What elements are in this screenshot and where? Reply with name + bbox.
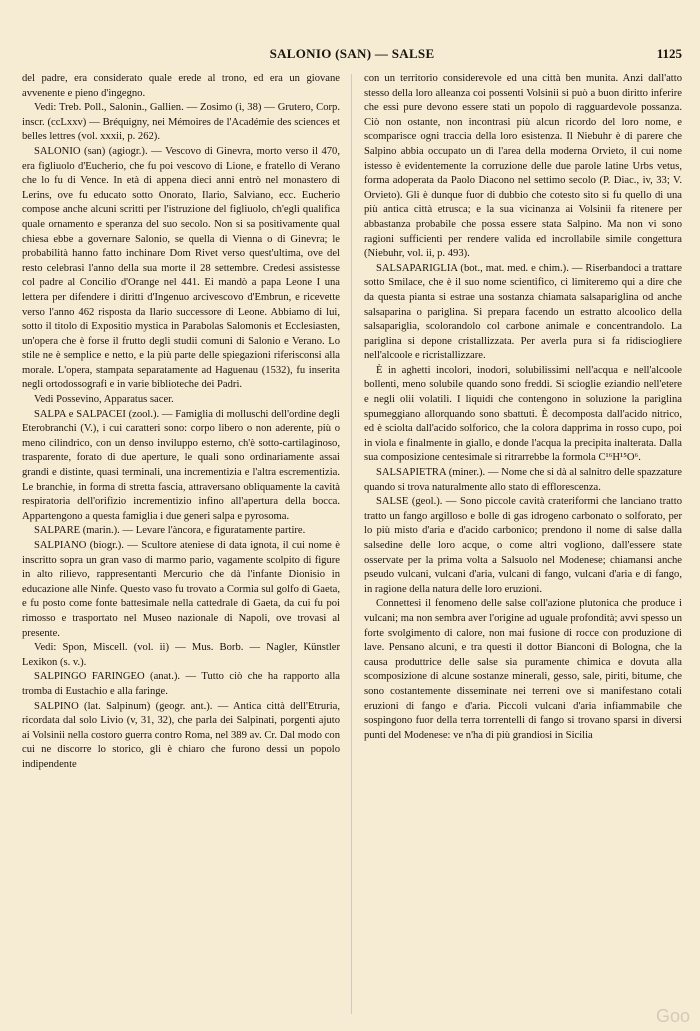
paragraph: del padre, era considerato quale erede al trono, ed era un giovane avvenente e pieno d'ingegno. [22, 73, 340, 99]
watermark: Goo [655, 1006, 690, 1026]
right-column [364, 72, 682, 773]
entry-salpare: SALPARE (marin.). — Levare l'àncora, e figuratamente partire. [34, 525, 306, 537]
entry-salpino: SALPINO (lat. Salpinum) (geogr. ant.). — Antica città dell'Etruria, ricordata dal solo Livio (v, 31, 32), che parla dei Salpinati, porgenti ajuto ai Volsinii nella costoro guerra contro Roma, nel 389 av. Cr. Dal modo con cui ne discorre lo storico, gli è chiaro che furono dessi un popolo indipendente [22, 700, 340, 770]
entry-salpa: SALPA e SALPACEI (zool.). — Famiglia di molluschi dell'ordine degli Eterobranchi (V.), i cui caratteri sono: corpo libero o non aderente, più o meno cilindrico, con un denso inviluppo esterno, ch'è sotto-cartilaginoso, trasparente, forato di due aperture, le quali sono ordinariamente assai grandi e distinte, quasi terminali, una incrementizia e l'altra escrementizia. Le branchie, in forma di stretta fascia, attraversano obliquamente la cavità respiratoria dell'orifizio incrementizio infino all'apertura della bocca. Appartengono a questa famiglia i due generi salpa e pyrosoma. [22, 408, 340, 522]
entry-salpiano: SALPIANO (biogr.). — Scultore ateniese di data ignota, il cui nome è inscritto sopra un gran vaso di marmo pario, vagamente scolpito di figure in alto rilievo, rappresentanti Mercurio che dà l'infante Dionisio in educazione alle Ninfe. Questo vaso fu trovato a Cormia sul golfo di Gaeta, e fu posto come fonte battesimale nella cattedrale di Gaeta, da cui fu poi rimosso e trasportato nel Museo nazionale di Napoli, ove trovasi al presente. [22, 540, 340, 639]
paragraph: Vedi: Treb. Poll., Salonin., Gallien. — Zosimo (i, 38) — Grutero, Corp. inscr. (ccLxxv) — Bréquigny, nei Mémoires de l'Académie des sciences et belles lettres (vol. xxxii, p. 262). [22, 102, 340, 143]
paragraph: Vedi Possevino, Apparatus sacer. [34, 394, 174, 406]
entry-salsapietra: SALSAPIETRA (miner.). — Nome che si dà al salnitro delle spazzature quando si trova naturalmente allo stato di efflorescenza. [364, 467, 682, 493]
text-columns [22, 72, 682, 773]
paragraph: Connettesi il fenomeno delle salse coll'azione plutonica che produce i vulcani; ma non sembra aver l'origine ad uguale profondità; avvi spesso un forte svolgimento di calore, non mai fusione di rocce con produzione di lave. Pensano alcuni, e tra questi il dottor Bianconi di Bologna, che la causa produttrice delle salse sia puramente chimica e dovuta alla scomposizione di alcune sostanze minerali, gesso, sale, piriti, bitume, che sono costantemente disseminate nei terreni ove si manifestano cotali eruzioni di fango e d'aria. Piccoli vulcani d'aria infiammabile che sospingono fuor della terra torrentelli di fango si trovano sparsi in diversi punti del Modenese: ve n'ha di più grandiosi in Sicilia [364, 598, 682, 741]
paragraph: È in aghetti incolori, inodori, solubilissimi nell'acqua e nell'alcoole bollenti, meno solubile quando sono freddi. Si scioglie eziandio nell'etere e negli olii volatili. I liquidi che contengono in soluzione la pariglina spumeggiano allorquando sono sbattuti. È decomposta dall'acido nitrico, ed è sciolta dall'acido solforico, che la colora dapprima in rosso cupo, poi in viola e finalmente in giallo, e donde l'acqua la precipita inalterata. Dalla sua composizione centesimale si ritrarrebbe la formola C¹⁶H¹⁵O⁶. [364, 364, 682, 464]
running-header [22, 42, 682, 66]
entry-salse: SALSE (geol.). — Sono piccole cavità crateriformi che lanciano tratto tratto un fango argilloso e bolle di gas idrogeno carbonato o solforato, per lo più misto d'aria e d'acido carbonico; prendono il nome di salse dalla salsedine delle loro acque, o come altri vogliono, dall'essere state osservate per la prima volta a Salsuolo nel Modenese; chiamansi anche pseudo vulcani, vulcani d'aria, vulcani di fango, vulcani d'aria e di fango, in ragione della natura delle loro eruzioni. [364, 496, 682, 595]
left-column [22, 72, 340, 773]
entry-salsapariglia: SALSAPARIGLIA (bot., mat. med. e chim.). — Riserbandoci a trattare sotto Smilace, che è il suo nome scientifico, ci limiteremo qui a dire che da questa pianta si estrae una sostanza chiamata salsapariglina od anche salsaparina o pariglina. Si prepara facendo un estratto alcoolico della salsapariglia, scolorandolo col carbone animale e concentrandolo. La pariglina si depone cristallizzata. Per averla pura si fa ridiscioglierе nell'alcoole e ricristallizzare. [364, 262, 682, 362]
running-title: SALONIO (SAN) — SALSE [269, 46, 435, 61]
entry-salpingo: SALPINGO FARINGEO (anat.). — Tutto ciò che ha rapporto alla tromba di Eustachio e alla faringe. [22, 671, 340, 697]
page-number: 1125 [656, 46, 682, 61]
paragraph: Vedi: Spon, Miscell. (vol. ii) — Mus. Borb. — Nagler, Künstler Lexikon (s. v.). [22, 642, 340, 668]
entry-salonio: SALONIO (san) (agiogr.). — Vescovo di Ginevra, morto verso il 470, era figliuolo d'Eucherio, che fu poi vescovo di Lione, e fratello di Verano che lo fu di Vence. In età di appena dieci anni entrò nel monastero di Lerins, ove fu educato sotto Onorato, Ilario, Salviano, ecc. Eucherio compose anche alcuni scritti per l'istruzione del figliuolo, ch'egli qualifica quale ornamento e speranza del suo secolo. Non si sa positivamente qual chiesa ebbe a governare Salonio, se quella di Vienna o di Ginevra; le probabilità hanno fatto inchinare Dom Rivet verso quest'ultima, ove del resto celebrasi l'anno della sua morte il 28 settembre. Credesi assistesse col padre al Concilio d'Orange nel 441. Ei mandò a papa Leone I una lettera per difendere i diritti d'Ingenuo arcivescovo d'Embrun, e ricevette verso l'anno 462 risposta da Ilario successore di Leone. Abbiamo di lui, sotto il titolo di Expositio mystica in Parabolas Salomonis et Ecclesiasten, un'opera che è forse il frutto degli studii comuni di Salonio e Verano. Lo stile ne è semplice e netto, e la più parte delle spiegazioni riferisconsi alla morale. L'opera, stampata separatamente ad Haguenau (1532), fu inserita negli ortodossografi e in varie biblioteche dei Padri. [22, 145, 340, 391]
paragraph: con un territorio considerevole ed una città ben munita. Anzi dall'atto stesso della loro alleanza coi possenti Volsinii si può a buon diritto inferire che essi pure devono essere stati un popolo di ragguardevole possanza. Ciò non ostante, non incontrasi più alcun ricordo del loro nome, e scomparisce ogni traccia della loro esistenza. Il Niebuhr è di parere che Salpino abbia occupato un dì l'area della moderna Orvieto, il cui nome istesso è evidentemente la corruzione delle due parole latine Urbs vetus, forma adoperata da Paolo Diacono nel settimo secolo (P. Diac., iv, 33; V. Orvieto). Gli è dunque fuor di dubbio che cotesto sito si fu quello di una più antica città etrusca; e la sua vicinanza ai Volsinii fa ritenere per abbastanza probabile che possa essere stata Salpino. Ma non vi sono ragioni sufficienti per rendere valida ed incrollabile simile congettura (Niebuhr, vol. ii, p. 493). [364, 73, 682, 260]
